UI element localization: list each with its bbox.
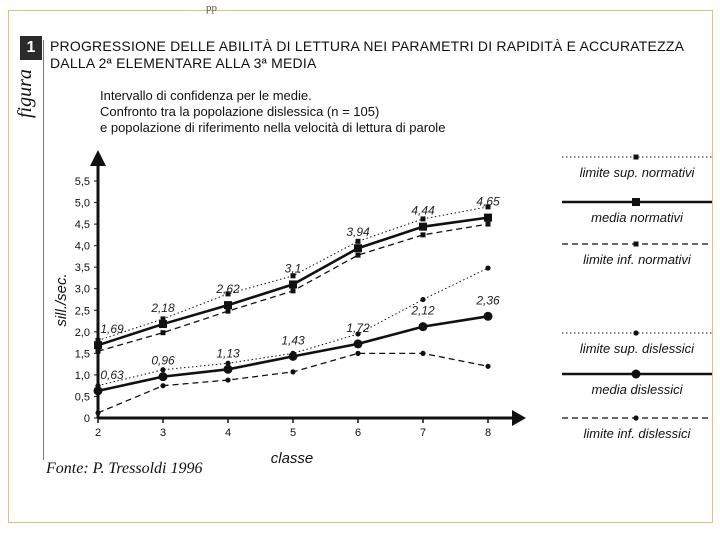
y-tick-label: 3,0 — [74, 283, 90, 296]
data-point — [484, 312, 493, 321]
data-point — [355, 351, 360, 356]
y-tick-label: 0,5 — [74, 391, 90, 404]
y-tick-label: 1,0 — [74, 369, 90, 382]
data-point — [356, 239, 361, 244]
data-label: 1,69 — [100, 322, 124, 337]
y-tick-label: 3,5 — [74, 262, 90, 275]
data-point — [486, 222, 491, 227]
data-point — [94, 386, 103, 395]
subtitle-line-1: Intervallo di confidenza per le medie. — [100, 88, 312, 103]
legend-label: media normativi — [591, 210, 683, 225]
data-point — [94, 341, 102, 349]
y-tick-label: 5,0 — [74, 197, 90, 210]
data-label: 4,44 — [411, 203, 435, 218]
data-point — [224, 301, 232, 309]
data-point — [632, 198, 640, 206]
y-tick-label: 1,5 — [74, 348, 90, 361]
data-label: 3,94 — [346, 225, 370, 240]
data-point — [291, 288, 296, 293]
data-label: 2,62 — [216, 282, 240, 297]
data-point — [354, 244, 362, 252]
data-point — [421, 232, 426, 237]
data-label: 2,12 — [411, 303, 435, 318]
title-line-2: DALLA 2ª ELEMENTARE ALLA 3ª MEDIA — [50, 55, 317, 71]
y-tick-label: 4,5 — [74, 219, 90, 232]
subtitle-line-3: e popolazione di riferimento nella velocità di lettura di parole — [100, 120, 446, 135]
x-axis-label: classe — [270, 450, 314, 467]
data-point — [419, 223, 427, 231]
legend-label: limite sup. normativi — [579, 165, 695, 180]
data-point — [633, 415, 638, 420]
figure-word: figura — [14, 69, 36, 118]
legend-label: media dislessici — [591, 382, 683, 397]
figure-number: 1 — [20, 36, 42, 60]
data-label: 1,43 — [281, 333, 305, 348]
data-point — [290, 369, 295, 374]
data-point — [356, 253, 361, 258]
data-point — [634, 155, 639, 160]
legend-label: limite inf. normativi — [583, 252, 691, 267]
data-point — [159, 372, 168, 381]
data-point — [420, 351, 425, 356]
data-label: 2,36 — [476, 293, 500, 308]
data-point — [289, 280, 297, 288]
data-label: 0,63 — [100, 367, 124, 382]
data-point — [159, 320, 167, 328]
data-point — [224, 365, 233, 374]
data-point — [160, 383, 165, 388]
data-label: 3,1 — [284, 261, 302, 276]
title-line-1: PROGRESSIONE DELLE ABILITÀ DI LETTURA NEI PARAMETRI DI RAPIDITÀ E ACCURATEZZA — [50, 38, 685, 54]
data-point — [225, 377, 230, 382]
data-point — [96, 349, 101, 354]
data-point — [632, 370, 641, 379]
data-point — [485, 364, 490, 369]
subtitle-line-2: Confronto tra la popolazione dislessica (n = 105) — [100, 104, 380, 119]
x-tick-label: 6 — [354, 427, 362, 439]
data-point — [161, 330, 166, 335]
legend-label: limite sup. dislessici — [579, 341, 695, 356]
source-note: Fonte: P. Tressoldi 1996 — [46, 460, 203, 477]
x-tick-label: 3 — [159, 427, 167, 439]
data-point — [420, 297, 425, 302]
y-axis-arrow — [90, 150, 106, 166]
data-point — [485, 265, 490, 270]
data-point — [160, 367, 165, 372]
data-point — [226, 309, 231, 314]
data-label: 4,65 — [476, 194, 500, 209]
data-point — [419, 322, 428, 331]
x-tick-label: 5 — [289, 427, 297, 439]
y-tick-label: 0 — [83, 413, 90, 425]
data-point — [484, 214, 492, 222]
legend-label: limite inf. dislessici — [583, 426, 691, 441]
data-point — [633, 330, 638, 335]
data-point — [354, 339, 363, 348]
x-axis-arrow — [512, 410, 526, 426]
data-point — [289, 352, 298, 361]
x-tick-label: 8 — [484, 427, 492, 439]
y-axis-label: sill./sec. — [53, 273, 70, 327]
y-tick-label: 2,0 — [74, 326, 90, 339]
y-tick-label: 4,0 — [74, 240, 90, 253]
data-label: 1,13 — [216, 346, 240, 361]
x-tick-label: 4 — [224, 427, 232, 439]
data-point — [634, 242, 639, 247]
data-label: 1,72 — [346, 320, 370, 335]
x-tick-label: 7 — [419, 427, 427, 439]
data-point — [95, 410, 100, 415]
data-label: 0,96 — [151, 353, 175, 368]
y-tick-label: 2,5 — [74, 305, 90, 318]
x-tick-label: 2 — [94, 427, 102, 439]
data-label: 2,18 — [151, 301, 175, 316]
top-mark: pp — [206, 2, 217, 14]
y-tick-label: 5,5 — [74, 176, 90, 188]
